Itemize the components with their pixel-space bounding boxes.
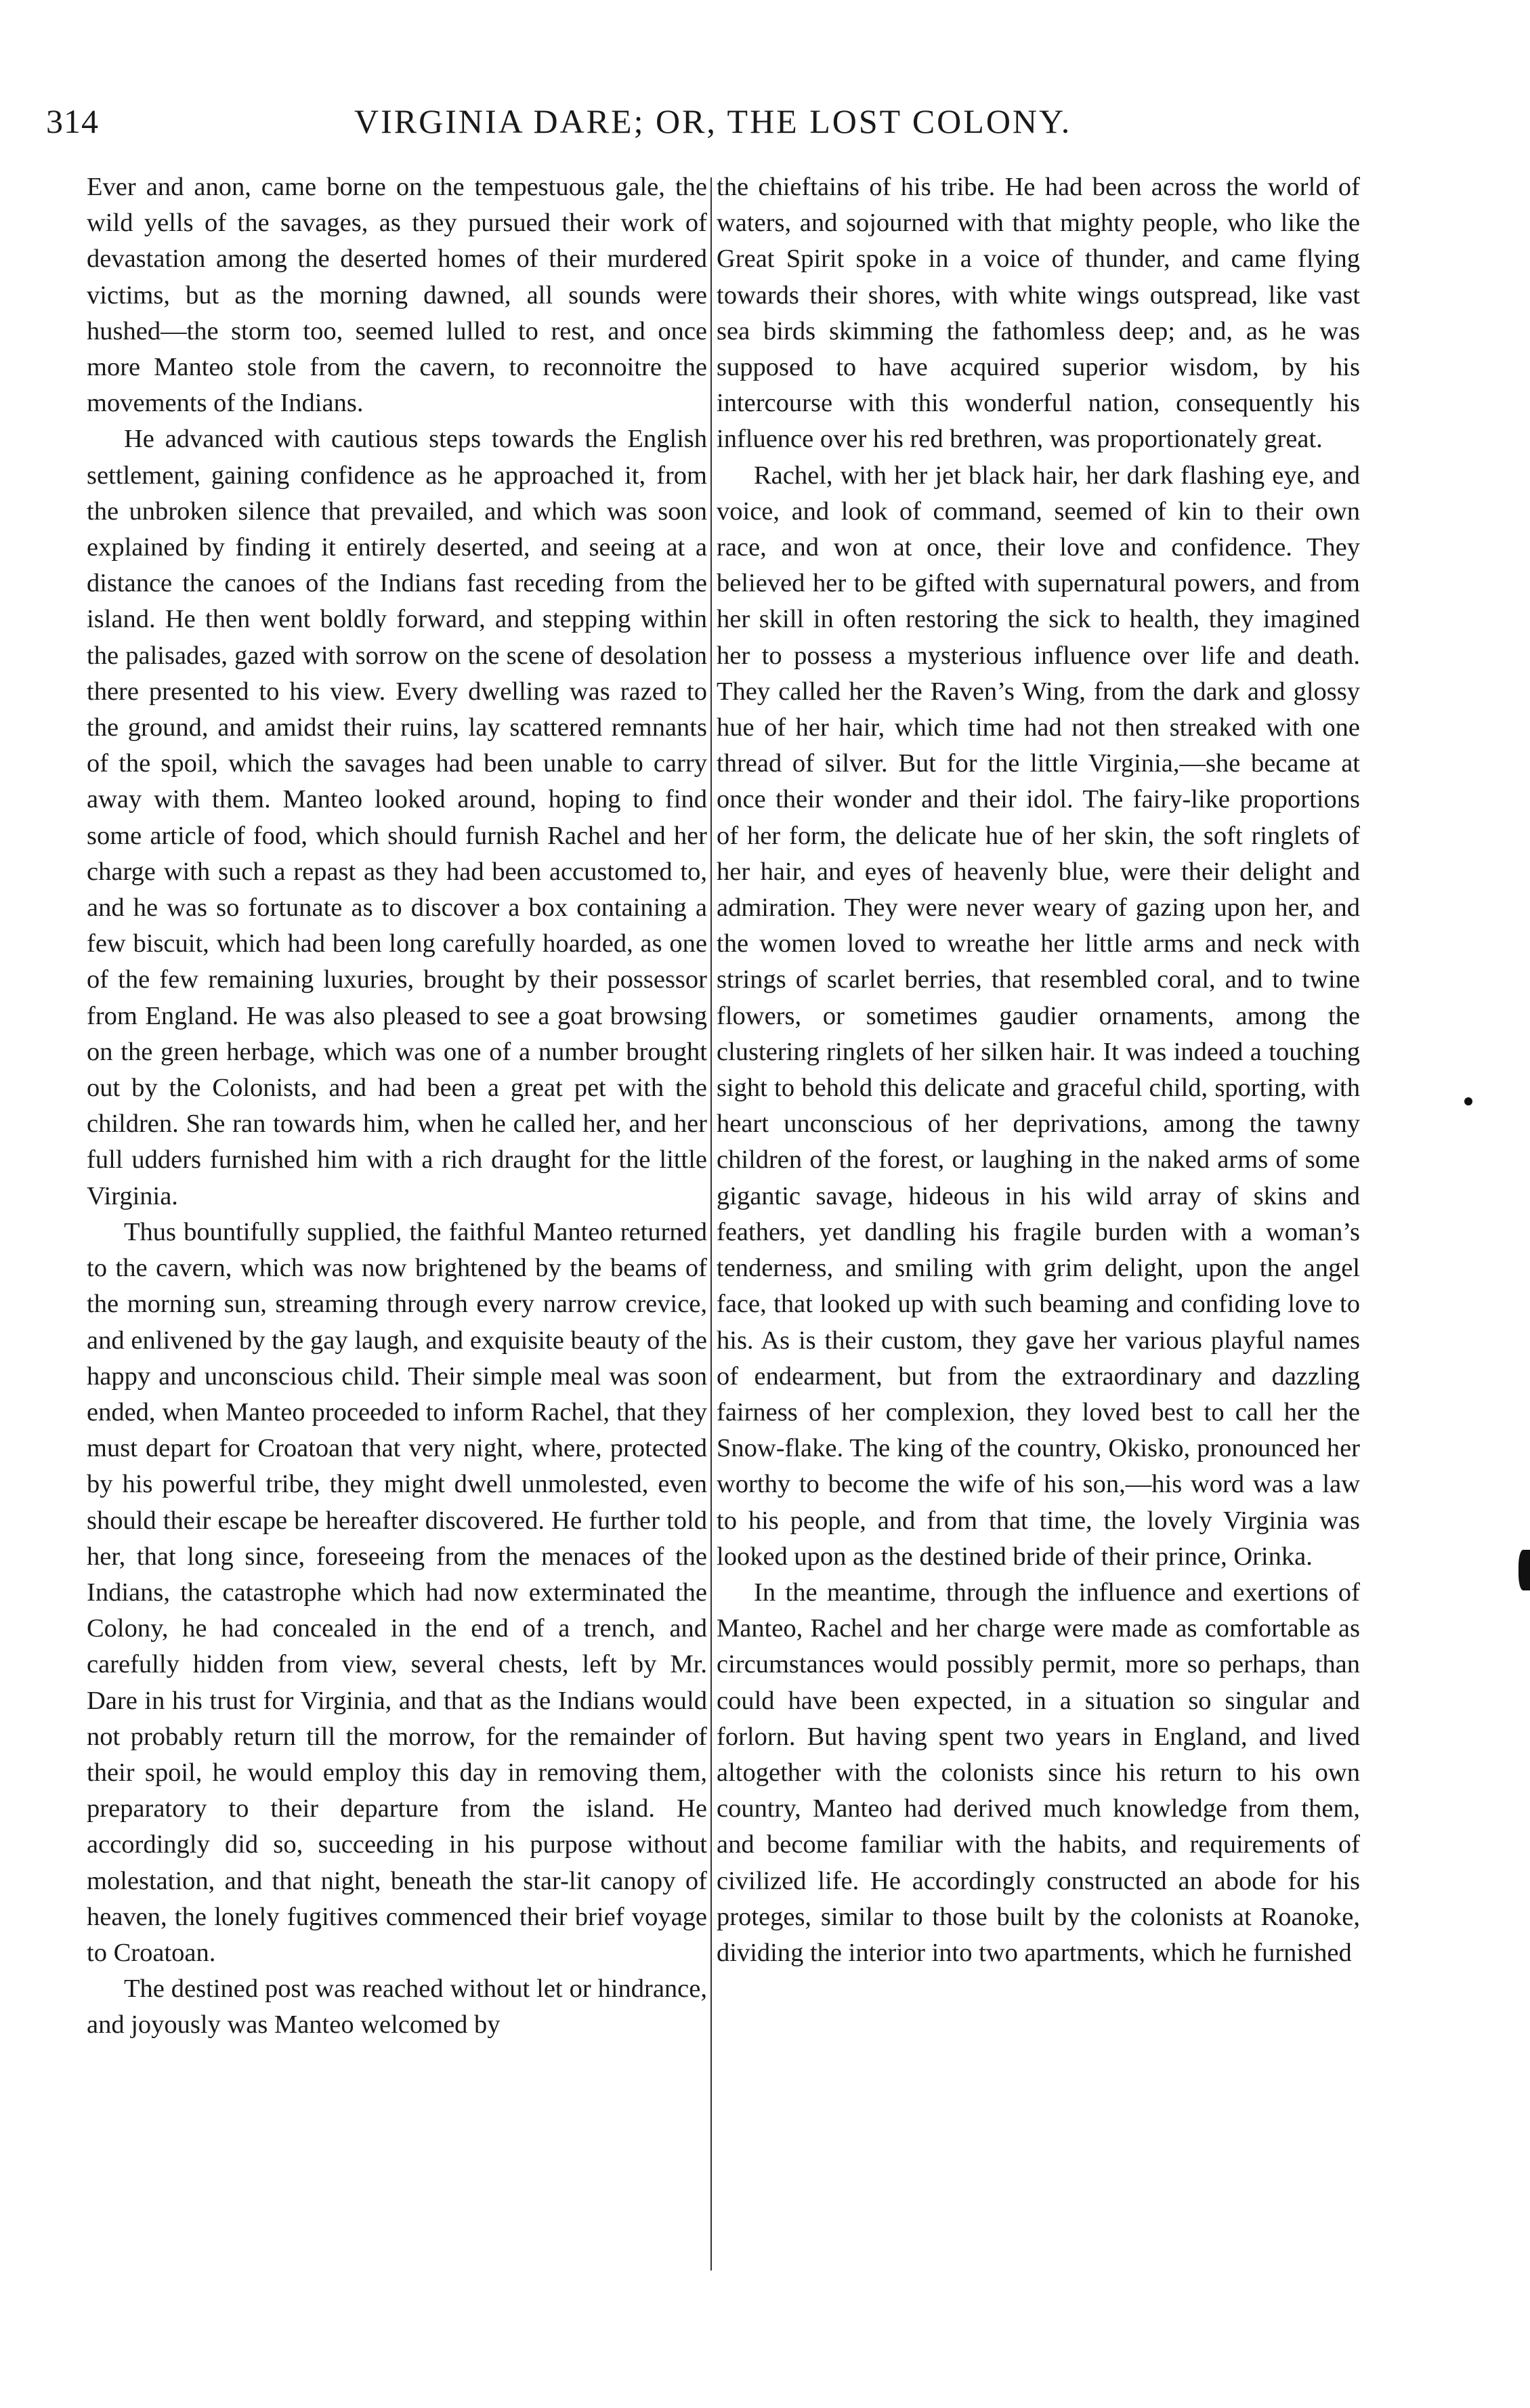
ink-spot	[1518, 1550, 1530, 1590]
page-header	[46, 102, 1360, 156]
page-number: 314	[46, 102, 99, 140]
ink-spot	[1464, 1097, 1472, 1105]
paragraph: In the meantime, through the influence and exertions of Manteo, Rachel and her charge were made as comfortable as circumstances would possibly permit, more so perhaps, than could have been expected, in a situation so singular and forlorn. But having spent two years in England, and lived altogether with the colonists since his return to his own country, Manteo had derived much knowledge from them, and become familiar with the habits, and requirements of civilized life. He accordingly constructed an abode for his proteges, similar to those built by the colonists at Roanoke, dividing the interior into two apartments, which he furnished	[717, 1578, 1360, 1967]
paragraph: He advanced with cautious steps towards the English settlement, gaining confidence as he approached it, from the unbroken silence that prevailed, and which was soon explained by finding it entirely deserted, and seeing at a distance the canoes of the Indians fast receding from the island. He then went boldly forward, and stepping within the palisades, gazed with sorrow on the scene of desolation there presented to his view. Every dwelling was razed to the ground, and amidst their ruins, lay scattered remnants of the spoil, which the savages had been unable to carry away with them. Manteo looked around, hoping to find some article of food, which should furnish Rachel and her charge with such a repast as they had been accustomed to, and he was so fortunate as to discover a box containing a few biscuit, which had been long carefully hoarded, as one of the few remaining luxuries, brought by their possessor from England. He was also pleased to see a goat browsing on the green herbage, which was one of a number brought out by the Colonists, and had been a great pet with the children. She ran towards him, when he called her, and her full udders furnished him with a rich draught for the little Virginia.	[87, 425, 707, 1210]
paragraph: Rachel, with her jet black hair, her dark flashing eye, and voice, and look of command, seemed of kin to their own race, and won at once, their love and confidence. They believed her to be gifted with supernatural powers, and from her skill in often restoring the sick to health, they imagined her to possess a mysterious influence over life and death. They called her the Raven’s Wing, from the dark and glossy hue of her hair, which time had not then streaked with one thread of silver. But for the little Virginia,—she became at once their wonder and their idol. The fairy-like proportions of her form, the delicate hue of her skin, the soft ringlets of her hair, and eyes of heavenly blue, were their delight and admiration. They were never weary of gazing upon her, and the women loved to wreathe her little arms and neck with strings of scarlet berries, that resembled coral, and to twine flowers, or sometimes gaudier ornaments, among the clustering ringlets of her silken hair. It was indeed a touching sight to behold this delicate and graceful child, sporting, with heart unconscious of her deprivations, among the tawny children of the forest, or laughing in the naked arms of some gigantic savage, hideous in his wild array of skins and feathers, yet dandling his fragile burden with a woman’s tenderness, and smiling with grim delight, upon the angel face, that looked up with such beaming and confiding love to his. As is their custom, they gave her various playful names of endearment, but from the extraordinary and dazzling fairness of her complexion, they loved best to call her the Snow-flake. The king of the country, Okisko, pronounced her worthy to become the wife of his son,—his word was a law to his people, and from that time, the lovely Virginia was looked upon as the destined bride of their prince, Orinka.	[717, 461, 1360, 1571]
running-title: VIRGINIA DARE; OR, THE LOST COLONY.	[354, 102, 1072, 140]
paragraph: Thus bountifully supplied, the faithful Manteo returned to the cavern, which was now brightened by the beams of the morning sun, streaming through every narrow crevice, and enlivened by the gay laugh, and exquisite beauty of the happy and unconscious child. Their simple meal was soon ended, when Manteo proceeded to inform Rachel, that they must depart for Croatoan that very night, where, protected by his powerful tribe, they might dwell unmolested, even should their escape be hereafter discovered. He further told her, that long since, foreseeing from the menaces of the Indians, the catastrophe which had now exterminated the Colony, he had concealed in the end of a trench, and carefully hidden from view, several chests, left by Mr. Dare in his trust for Virginia, and that as the Indians would not probably return till the morrow, for the remainder of their spoil, he would employ this day in removing them, preparatory to their departure from the island. He accordingly did so, succeeding in his purpose without molestation, and that night, beneath the star-lit canopy of heaven, the lonely fugitives commenced their brief voyage to Croatoan.	[87, 1217, 707, 1967]
left-column	[87, 169, 707, 2044]
paragraph-continued: Ever and anon, came borne on the tempestuous gale, the wild yells of the savages, as they pursued their work of devastation among the deserted homes of their murdered victims, but as the morning dawned, all sounds were hushed—the storm too, seemed lulled to rest, and once more Manteo stole from the cavern, to reconnoitre the movements of the Indians.	[87, 173, 707, 418]
paragraph-continued: the chieftains of his tribe. He had been across the world of waters, and sojourned with that mighty people, who like the Great Spirit spoke in a voice of thunder, and came flying towards their shores, with white wings outspread, like vast sea birds skimming the fathomless deep; and, as he was supposed to have acquired superior wisdom, by his intercourse with this wonderful nation, consequently his influence over his red brethren, was proportionately great.	[717, 173, 1360, 454]
right-column	[717, 169, 1360, 1971]
column-divider	[710, 177, 712, 2270]
paragraph: The destined post was reached without let or hindrance, and joyously was Manteo welcomed by	[87, 1974, 707, 2040]
